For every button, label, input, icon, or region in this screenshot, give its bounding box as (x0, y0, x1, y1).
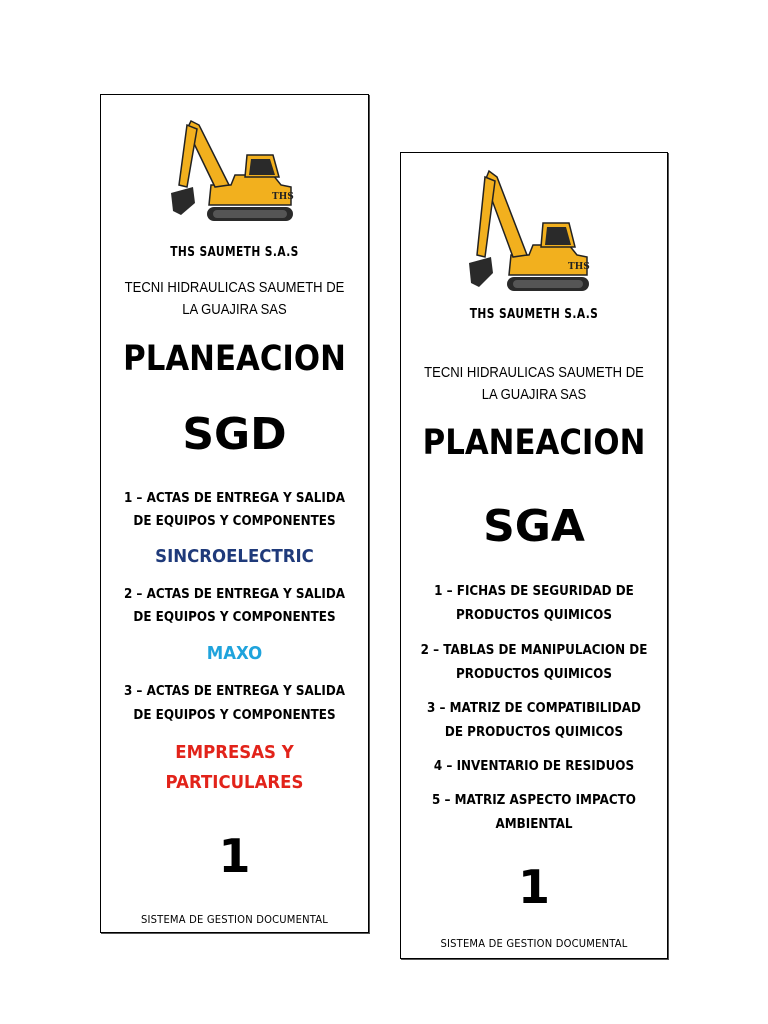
excavator-icon (169, 115, 299, 227)
label-card-sga (400, 152, 668, 959)
item-1-line2: PRODUCTOS QUIMICOS (456, 608, 612, 623)
plan-code: SGD (182, 409, 287, 460)
item-5-line2: AMBIENTAL (495, 817, 573, 832)
company-name-line2: LA GUAJIRA SAS (481, 387, 587, 403)
brand-mark: THS (272, 192, 294, 202)
company-label-sincroelectric: SINCROELECTRIC (155, 546, 314, 567)
plan-title: PLANEACION (123, 339, 346, 379)
company-label-empresas: EMPRESAS Y (175, 742, 294, 763)
item-3-line1: 3 – MATRIZ DE COMPATIBILIDAD (427, 701, 641, 716)
item-3-line1: 3 – ACTAS DE ENTREGA Y SALIDA (123, 684, 346, 699)
company-label-particulares: PARTICULARES (165, 772, 304, 793)
item-2-line1: 2 – TABLAS DE MANIPULACION DE (420, 643, 648, 658)
item-3-line2: DE EQUIPOS Y COMPONENTES (133, 708, 336, 723)
item-5-line1: 5 – MATRIZ ASPECTO IMPACTO (432, 793, 636, 808)
item-2-line2: DE EQUIPOS Y COMPONENTES (133, 610, 336, 625)
card-number: 1 (517, 860, 550, 914)
company-name-line1: TECNI HIDRAULICAS SAUMETH DE (424, 365, 644, 381)
item-2-line2: PRODUCTOS QUIMICOS (456, 667, 612, 682)
item-4-line1: 4 – INVENTARIO DE RESIDUOS (433, 759, 635, 774)
plan-title: PLANEACION (422, 423, 646, 463)
item-1-line2: DE EQUIPOS Y COMPONENTES (133, 514, 336, 529)
item-2-line1: 2 – ACTAS DE ENTREGA Y SALIDA (123, 587, 346, 602)
card-number: 1 (218, 829, 251, 883)
item-1-line1: 1 – FICHAS DE SEGURIDAD DE (434, 584, 634, 599)
plan-code: SGA (483, 501, 585, 552)
item-1-line1: 1 – ACTAS DE ENTREGA Y SALIDA (123, 491, 346, 506)
company-label-maxo: MAXO (206, 643, 263, 664)
company-tag: THS SAUMETH S.A.S (170, 245, 299, 260)
brand-mark: THS (568, 262, 590, 272)
company-name-line1: TECNI HIDRAULICAS SAUMETH DE (124, 280, 345, 296)
footer-text: SISTEMA DE GESTION DOCUMENTAL (140, 914, 329, 926)
item-3-line2: DE PRODUCTOS QUIMICOS (444, 725, 624, 740)
label-card-sgd (100, 94, 369, 933)
company-tag: THS SAUMETH S.A.S (469, 307, 599, 322)
excavator-icon (467, 165, 593, 299)
company-name-line2: LA GUAJIRA SAS (182, 302, 287, 318)
footer-text: SISTEMA DE GESTION DOCUMENTAL (440, 938, 628, 950)
